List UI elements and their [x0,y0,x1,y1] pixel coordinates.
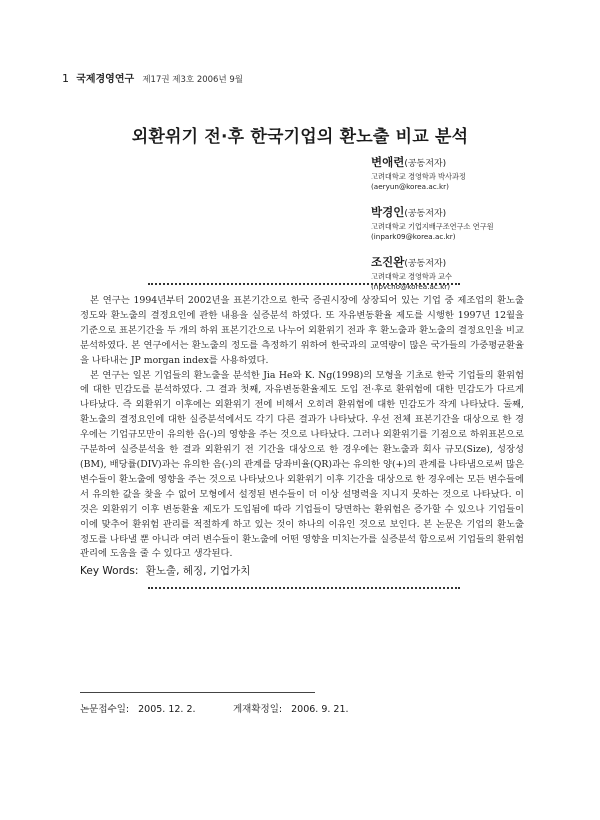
received-label: 논문접수일: [80,704,130,715]
author-name: 박경인 [371,205,405,219]
author-name: 변애련 [371,155,405,169]
keywords [80,563,250,578]
author-email: (aeryun@korea.ac.kr) [371,182,449,191]
author-email: (npvcho@korea.ac.kr) [371,282,451,291]
accepted-label: 게재확정일: [233,704,283,715]
keywords-value: 환노출, 헤징, 기업가치 [145,565,251,577]
author-block [371,255,591,292]
abstract-paragraph-2: 본 연구는 일본 기업들의 환노출을 분석한 Jia He와 K. Ng(1998)의 모형을 기초로 한국 기업들의 환위험에 대한 민감도를 분석하였다. 그 결과 첫째, 자유변동환율제도 도입 전·후로 환위험에 대한 민감도가 다르게 나타났다. 즉 외환위기 이후에는 외환위기 전에 비해서 오히려 환위험에 대한 민감도가 작게 나타났다. 둘째, 환노출의 결정요인에 대한 실증분석에서도 각기 다른 결과가 나타났다. 우선 전체 표본기간을 대상으로 한 경우에는 기업규모만이 유의한 음(-)의 영향을 주는 것으로 나타났다. 그러나 외환위기를 기점으로 하위표본으로 구분하여 실증분석을 한 결과 외환위기 전 기간을 대상으로 한 경우에는 환노출과 회사 규모(Size), 성장성(BM), 배당률(DIV)과는 유의한 음(-)의 관계를 당좌비율(QR)과는 유의한 양(+)의 관계를 나타냄으로써 많은 변수들이 환노출에 영향을 주는 것으로 나타났으나 외환위기 이후 기간을 대상으로 한 경우에는 모든 변수들에서 유의한 값을 찾을 수 없어 모형에서 설정된 변수들이 더 이상 설명력을 지니지 못하는 것으로 나타났다. 이것은 외환위기 이후 변동환율 제도가 도입됨에 따라 기업들이 당면하는 환위험은 증가할 수 있으나 기업들이 이에 맞추어 환위험 관리를 적절하게 하고 있는 것이 하나의 이유인 것으로 보인다. 본 논문은 기업의 환노출 정도를 나타낼 뿐 아니라 여러 변수들이 환노출에 어떤 영향을 미치는가를 실증분석 함으로써 기업들의 환위험 관리에 도움을 줄 수 있다고 생각된다. [80,369,524,560]
author-affiliation: 고려대학교 경영학과 박사과정 [371,172,466,181]
author-name: 조진완 [371,255,405,269]
paper-title: 외환위기 전·후 한국기업의 환노출 비교 분석 [131,127,469,147]
received-date-note [80,701,196,715]
author-role: (공동저자) [404,259,447,269]
dotted-divider-bottom [148,587,460,589]
author-role: (공동저자) [404,209,447,219]
issue-info: 제17권 제3호 2006년 9월 [142,75,243,85]
abstract-paragraph-1: 본 연구는 1994년부터 2002년을 표본기간으로 한국 증권시장에 상장되어 있는 기업 중 제조업의 환노출 정도와 환노출의 결정요인에 관한 내용을 실증분석 하였다. 또 자유변동환율 제도를 시행한 1997년 12월을 기준으로 표본기간을 두 개의 하위 표본기간으로 나누어 외환위기 전과 후 환노출과 환노출의 결정요인을 비교 분석하였다. 본 연구에서는 환노출의 정도를 측정하기 위하여 한국과의 교역량이 많은 국가들의 가중평균환율을 나타내는 JP morgan index를 사용하였다. [80,295,524,366]
footnote-rule [80,692,315,693]
running-header [62,70,243,85]
dotted-divider-top [148,283,460,285]
author-email: (inpark09@korea.ac.kr) [371,232,456,241]
accepted-date: 2006. 9. 21. [291,704,349,715]
accepted-date-note [233,701,349,715]
abstract [80,294,524,562]
author-affiliation: 고려대학교 경영학과 교수 [371,272,452,281]
page-number: 1 [62,72,69,85]
author-affiliation: 고려대학교 기업지배구조연구소 연구원 [371,222,494,231]
author-block [371,155,591,192]
keywords-label: Key Words: [80,565,139,577]
journal-name: 국제경영연구 [76,74,135,85]
author-role: (공동저자) [404,159,447,169]
received-date: 2005. 12. 2. [138,704,196,715]
author-block [371,205,591,242]
